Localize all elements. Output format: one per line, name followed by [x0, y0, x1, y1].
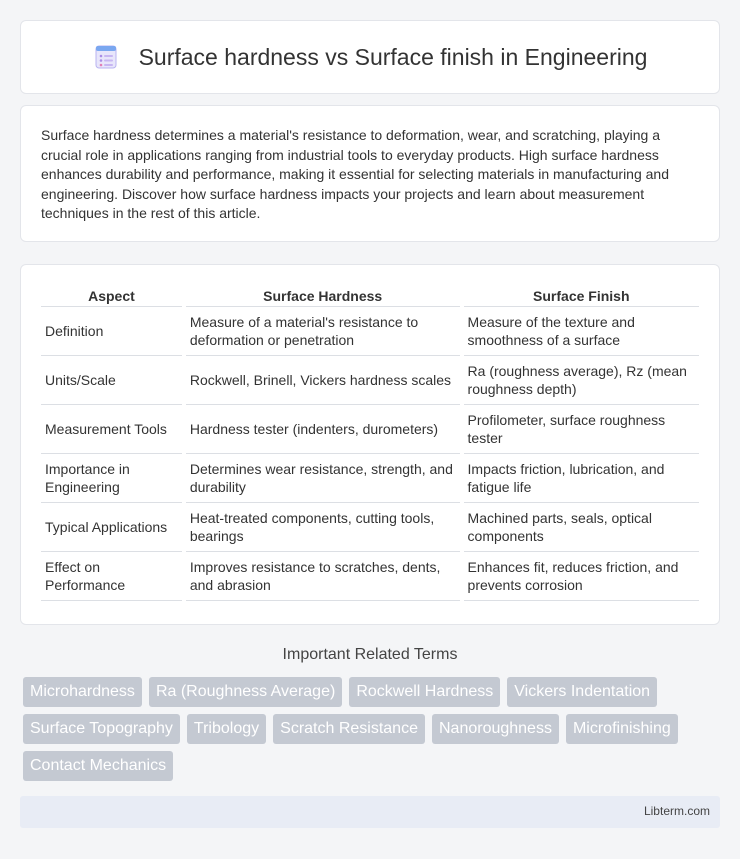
related-term-tag[interactable]: Surface Topography [23, 714, 180, 744]
header-card [20, 20, 720, 94]
intro-text: Surface hardness determines a material's resistance to deformation, wear, and scratching, playing a crucial role in applications ranging from industrial tools to everyday products. High surface hardness enhances durability and performance, making it essential for selecting materials in manufacturing and engineering. Discover how surface hardness impacts your projects and learn about measurement techniques in the rest of this article. [41, 127, 670, 221]
table-cell-hardness: Measure of a material's resistance to deformation or penetration [186, 307, 460, 356]
related-term-tag[interactable]: Microhardness [23, 677, 142, 707]
related-terms-list [23, 677, 713, 781]
related-term-tag[interactable]: Ra (Roughness Average) [149, 677, 342, 707]
table-cell-hardness: Improves resistance to scratches, dents, and abrasion [186, 552, 460, 601]
footer-site-link[interactable]: Libterm.com [643, 804, 710, 818]
table-row [41, 454, 699, 503]
table-cell-aspect: Effect on Performance [41, 552, 182, 601]
table-cell-finish: Ra (roughness average), Rz (mean roughness depth) [464, 356, 699, 405]
related-term-tag[interactable]: Contact Mechanics [23, 751, 173, 781]
related-terms-title: Important Related Terms [282, 646, 458, 663]
table-cell-aspect: Importance in Engineering [41, 454, 182, 503]
table-row [41, 307, 699, 356]
table-row [41, 356, 699, 405]
table-cell-aspect: Definition [41, 307, 182, 356]
related-term-tag[interactable]: Vickers Indentation [507, 677, 657, 707]
comparison-table [37, 285, 703, 601]
related-term-tag[interactable]: Microfinishing [566, 714, 678, 744]
table-header-row [41, 285, 699, 307]
page-title: Surface hardness vs Surface finish in Engineering [138, 43, 648, 70]
table-cell-finish: Profilometer, surface roughness tester [464, 405, 699, 454]
table-row [41, 405, 699, 454]
intro-card [20, 105, 720, 242]
table-row [41, 552, 699, 601]
table-cell-aspect: Typical Applications [41, 503, 182, 552]
column-header-aspect: Aspect [41, 285, 182, 307]
table-cell-hardness: Determines wear resistance, strength, and durability [186, 454, 460, 503]
table-cell-aspect: Units/Scale [41, 356, 182, 405]
document-list-icon [93, 44, 119, 70]
related-term-tag[interactable]: Scratch Resistance [273, 714, 425, 744]
table-cell-finish: Enhances fit, reduces friction, and prevents corrosion [464, 552, 699, 601]
related-term-tag[interactable]: Nanoroughness [432, 714, 559, 744]
table-cell-finish: Impacts friction, lubrication, and fatigue life [464, 454, 699, 503]
column-header-surface-finish: Surface Finish [464, 285, 699, 307]
related-term-tag[interactable]: Tribology [187, 714, 266, 744]
table-cell-hardness: Heat-treated components, cutting tools, bearings [186, 503, 460, 552]
table-cell-hardness: Hardness tester (indenters, durometers) [186, 405, 460, 454]
table-cell-hardness: Rockwell, Brinell, Vickers hardness scales [186, 356, 460, 405]
table-cell-aspect: Measurement Tools [41, 405, 182, 454]
table-cell-finish: Measure of the texture and smoothness of a surface [464, 307, 699, 356]
table-cell-finish: Machined parts, seals, optical components [464, 503, 699, 552]
footer [20, 796, 720, 828]
related-term-tag[interactable]: Rockwell Hardness [349, 677, 500, 707]
column-header-surface-hardness: Surface Hardness [186, 285, 460, 307]
comparison-table-card [20, 264, 720, 625]
table-row [41, 503, 699, 552]
